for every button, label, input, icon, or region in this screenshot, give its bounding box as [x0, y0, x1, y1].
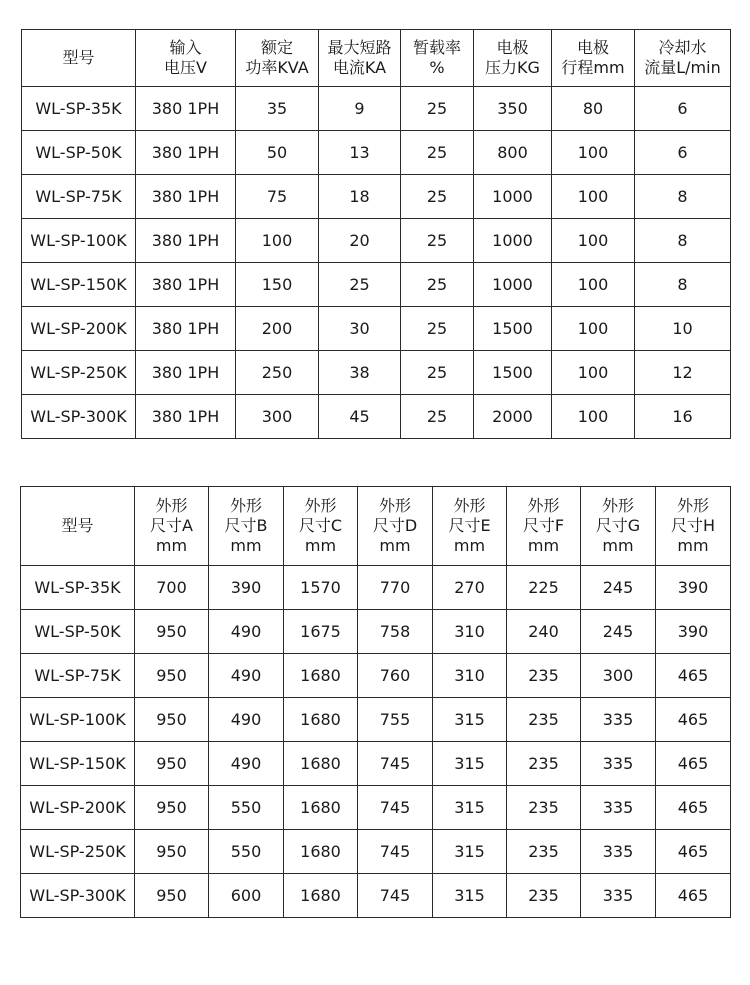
model-cell: WL-SP-200K: [21, 786, 135, 830]
column-header-line: mm: [155, 536, 188, 555]
value-cell: 465: [656, 874, 731, 918]
dimension-spec-table: [20, 486, 731, 918]
value-cell: 9: [319, 87, 401, 131]
column-header-line: 外形: [601, 496, 634, 515]
column-header-line: 尺寸B: [224, 516, 268, 535]
value-cell: 315: [433, 742, 507, 786]
column-header-line: 外形: [527, 496, 560, 515]
column-header: [635, 30, 731, 87]
value-cell: 1675: [284, 610, 358, 654]
value-cell: 8: [635, 175, 731, 219]
value-cell: 235: [507, 874, 581, 918]
value-cell: 10: [635, 307, 731, 351]
value-cell: 335: [581, 698, 656, 742]
value-cell: 550: [209, 830, 284, 874]
value-cell: 35: [236, 87, 319, 131]
column-header-line: 型号: [61, 516, 94, 535]
value-cell: 100: [236, 219, 319, 263]
column-header: [433, 487, 507, 566]
table-row: [22, 87, 731, 131]
value-cell: 100: [552, 395, 635, 439]
column-header-line: mm: [677, 536, 709, 555]
model-cell: WL-SP-35K: [21, 566, 135, 610]
value-cell: 310: [433, 654, 507, 698]
value-cell: 1570: [284, 566, 358, 610]
table-row: [21, 874, 731, 918]
value-cell: 30: [319, 307, 401, 351]
table-row: [21, 566, 731, 610]
column-header: [22, 30, 136, 87]
value-cell: 240: [507, 610, 581, 654]
column-header-line: 电极: [576, 38, 609, 57]
value-cell: 745: [358, 786, 433, 830]
value-cell: 745: [358, 830, 433, 874]
value-cell: 6: [635, 87, 731, 131]
value-cell: 315: [433, 698, 507, 742]
value-cell: 235: [507, 830, 581, 874]
value-cell: 16: [635, 395, 731, 439]
value-cell: 335: [581, 830, 656, 874]
column-header: [358, 487, 433, 566]
column-header: [319, 30, 401, 87]
electrical-spec-table: [21, 29, 731, 439]
model-cell: WL-SP-75K: [22, 175, 136, 219]
column-header: [656, 487, 731, 566]
value-cell: 950: [135, 786, 209, 830]
value-cell: 950: [135, 742, 209, 786]
dimension-spec-body: [21, 566, 731, 918]
value-cell: 245: [581, 566, 656, 610]
column-header-line: 尺寸F: [522, 516, 565, 535]
column-header: [284, 487, 358, 566]
value-cell: 758: [358, 610, 433, 654]
model-cell: WL-SP-50K: [21, 610, 135, 654]
value-cell: 700: [135, 566, 209, 610]
value-cell: 1000: [474, 219, 552, 263]
value-cell: 380 1PH: [136, 307, 236, 351]
value-cell: 25: [401, 175, 474, 219]
value-cell: 18: [319, 175, 401, 219]
column-header-line: 外形: [453, 496, 486, 515]
column-header: [209, 487, 284, 566]
column-header-line: 尺寸A: [150, 516, 193, 535]
value-cell: 225: [507, 566, 581, 610]
column-header-line: mm: [602, 536, 634, 555]
value-cell: 490: [209, 742, 284, 786]
value-cell: 25: [401, 351, 474, 395]
value-cell: 25: [401, 219, 474, 263]
value-cell: 1500: [474, 351, 552, 395]
value-cell: 770: [358, 566, 433, 610]
value-cell: 465: [656, 654, 731, 698]
value-cell: 20: [319, 219, 401, 263]
column-header-line: 尺寸G: [595, 516, 641, 535]
column-header-line: mm: [453, 536, 486, 555]
electrical-spec-body: [22, 87, 731, 439]
value-cell: 465: [656, 830, 731, 874]
model-cell: WL-SP-150K: [21, 742, 135, 786]
model-cell: WL-SP-100K: [22, 219, 136, 263]
model-cell: WL-SP-250K: [21, 830, 135, 874]
model-cell: WL-SP-75K: [21, 654, 135, 698]
value-cell: 380 1PH: [136, 263, 236, 307]
value-cell: 6: [635, 131, 731, 175]
value-cell: 800: [474, 131, 552, 175]
column-header-line: 尺寸H: [670, 516, 716, 535]
value-cell: 150: [236, 263, 319, 307]
value-cell: 245: [581, 610, 656, 654]
column-header-line: 电流KA: [332, 58, 387, 77]
column-header-line: 型号: [62, 48, 95, 67]
value-cell: 1680: [284, 742, 358, 786]
column-header-line: 压力KG: [485, 58, 540, 77]
value-cell: 250: [236, 351, 319, 395]
electrical-spec-header: [22, 30, 731, 87]
column-header-line: mm: [527, 536, 560, 555]
value-cell: 380 1PH: [136, 219, 236, 263]
value-cell: 8: [635, 219, 731, 263]
value-cell: 490: [209, 698, 284, 742]
value-cell: 100: [552, 219, 635, 263]
value-cell: 1680: [284, 654, 358, 698]
column-header: [135, 487, 209, 566]
value-cell: 380 1PH: [136, 395, 236, 439]
column-header-line: 尺寸E: [448, 516, 491, 535]
value-cell: 1000: [474, 263, 552, 307]
value-cell: 1680: [284, 874, 358, 918]
value-cell: 335: [581, 742, 656, 786]
column-header-line: 尺寸C: [298, 516, 343, 535]
column-header-line: 尺寸D: [372, 516, 418, 535]
value-cell: 490: [209, 654, 284, 698]
value-cell: 335: [581, 786, 656, 830]
value-cell: 100: [552, 307, 635, 351]
value-cell: 25: [319, 263, 401, 307]
value-cell: 25: [401, 307, 474, 351]
value-cell: 100: [552, 351, 635, 395]
value-cell: 390: [656, 566, 731, 610]
column-header-line: 外形: [378, 496, 411, 515]
value-cell: 465: [656, 698, 731, 742]
value-cell: 350: [474, 87, 552, 131]
value-cell: 200: [236, 307, 319, 351]
table-row: [21, 654, 731, 698]
model-cell: WL-SP-300K: [21, 874, 135, 918]
table-row: [21, 786, 731, 830]
value-cell: 755: [358, 698, 433, 742]
table-row: [21, 742, 731, 786]
table-row: [22, 175, 731, 219]
value-cell: 465: [656, 786, 731, 830]
value-cell: 490: [209, 610, 284, 654]
model-cell: WL-SP-100K: [21, 698, 135, 742]
value-cell: 315: [433, 830, 507, 874]
column-header: [474, 30, 552, 87]
value-cell: 760: [358, 654, 433, 698]
value-cell: 300: [236, 395, 319, 439]
column-header-line: 最大短路: [327, 38, 392, 57]
value-cell: 45: [319, 395, 401, 439]
header-row: [22, 30, 731, 87]
value-cell: 310: [433, 610, 507, 654]
table-row: [22, 131, 731, 175]
column-header-line: %: [429, 58, 445, 77]
value-cell: 1500: [474, 307, 552, 351]
column-header-line: 冷却水: [658, 38, 707, 57]
column-header-line: mm: [230, 536, 262, 555]
value-cell: 8: [635, 263, 731, 307]
value-cell: 100: [552, 131, 635, 175]
column-header-line: 行程mm: [561, 58, 625, 77]
column-header-line: 外形: [155, 496, 188, 515]
column-header-line: 暂载率: [412, 38, 461, 57]
table-row: [22, 307, 731, 351]
value-cell: 380 1PH: [136, 131, 236, 175]
table-row: [21, 830, 731, 874]
column-header-line: 电压V: [164, 58, 207, 77]
value-cell: 12: [635, 351, 731, 395]
column-header-line: 电极: [496, 38, 529, 57]
value-cell: 950: [135, 698, 209, 742]
model-cell: WL-SP-300K: [22, 395, 136, 439]
value-cell: 235: [507, 654, 581, 698]
value-cell: 390: [656, 610, 731, 654]
value-cell: 390: [209, 566, 284, 610]
table-row: [21, 610, 731, 654]
column-header: [136, 30, 236, 87]
value-cell: 13: [319, 131, 401, 175]
value-cell: 1680: [284, 698, 358, 742]
value-cell: 950: [135, 830, 209, 874]
model-cell: WL-SP-35K: [22, 87, 136, 131]
column-header: [236, 30, 319, 87]
column-header-line: 外形: [304, 496, 337, 515]
column-header-line: 输入: [169, 38, 202, 57]
value-cell: 50: [236, 131, 319, 175]
value-cell: 235: [507, 698, 581, 742]
value-cell: 550: [209, 786, 284, 830]
column-header-line: 功率KVA: [245, 58, 309, 77]
value-cell: 335: [581, 874, 656, 918]
column-header: [507, 487, 581, 566]
table-row: [22, 395, 731, 439]
value-cell: 100: [552, 263, 635, 307]
column-header-line: mm: [379, 536, 411, 555]
value-cell: 380 1PH: [136, 351, 236, 395]
value-cell: 950: [135, 654, 209, 698]
table-row: [22, 351, 731, 395]
value-cell: 465: [656, 742, 731, 786]
value-cell: 75: [236, 175, 319, 219]
column-header-line: 流量L/min: [644, 58, 721, 77]
column-header: [21, 487, 135, 566]
value-cell: 745: [358, 874, 433, 918]
table-row: [22, 263, 731, 307]
column-header-line: 外形: [676, 496, 709, 515]
column-header: [401, 30, 474, 87]
value-cell: 80: [552, 87, 635, 131]
value-cell: 950: [135, 610, 209, 654]
header-row: [21, 487, 731, 566]
table-row: [21, 698, 731, 742]
value-cell: 25: [401, 87, 474, 131]
value-cell: 1680: [284, 786, 358, 830]
value-cell: 270: [433, 566, 507, 610]
model-cell: WL-SP-50K: [22, 131, 136, 175]
value-cell: 300: [581, 654, 656, 698]
value-cell: 315: [433, 786, 507, 830]
value-cell: 25: [401, 395, 474, 439]
column-header: [552, 30, 635, 87]
value-cell: 38: [319, 351, 401, 395]
value-cell: 600: [209, 874, 284, 918]
column-header-line: 额定: [260, 38, 293, 57]
value-cell: 2000: [474, 395, 552, 439]
column-header-line: 外形: [229, 496, 262, 515]
column-header-line: mm: [304, 536, 337, 555]
value-cell: 235: [507, 742, 581, 786]
value-cell: 950: [135, 874, 209, 918]
value-cell: 380 1PH: [136, 175, 236, 219]
value-cell: 235: [507, 786, 581, 830]
model-cell: WL-SP-200K: [22, 307, 136, 351]
value-cell: 100: [552, 175, 635, 219]
value-cell: 25: [401, 131, 474, 175]
dimension-spec-header: [21, 487, 731, 566]
table-row: [22, 219, 731, 263]
value-cell: 315: [433, 874, 507, 918]
value-cell: 1000: [474, 175, 552, 219]
value-cell: 1680: [284, 830, 358, 874]
model-cell: WL-SP-150K: [22, 263, 136, 307]
model-cell: WL-SP-250K: [22, 351, 136, 395]
value-cell: 380 1PH: [136, 87, 236, 131]
column-header: [581, 487, 656, 566]
value-cell: 25: [401, 263, 474, 307]
value-cell: 745: [358, 742, 433, 786]
